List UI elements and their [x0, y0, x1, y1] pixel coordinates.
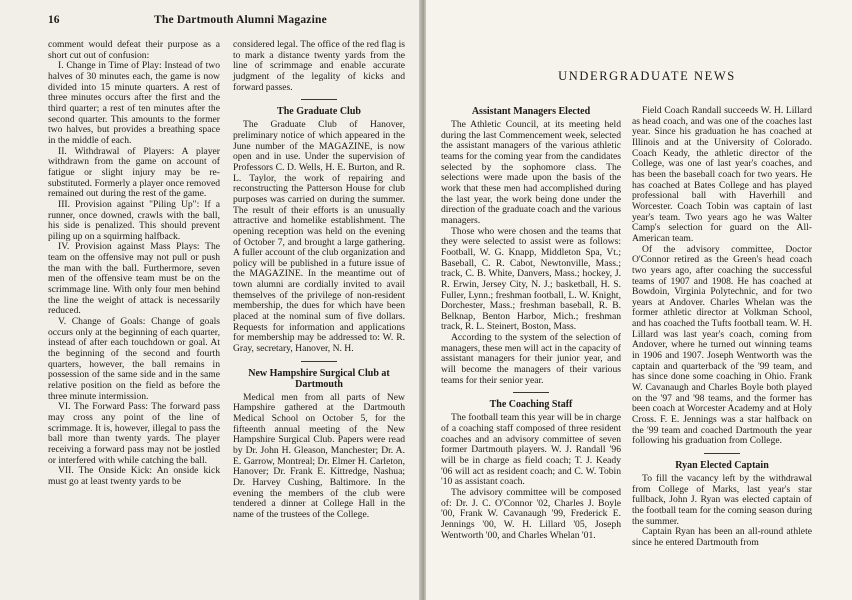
- paragraph: The Athletic Council, at its meeting held during the last Commencement week, selected the assistant managers of the various athletic teams for the coming year from the candidates selected by the sophomore class. The selections were made upon the basis of the work that these men had accomplished during the last year, the work being done under the direction of the graduate coach and the various managers.: [441, 119, 621, 226]
- section-divider: [301, 99, 337, 100]
- paragraph: Medical men from all parts of New Hampshire gathered at the Dartmouth Medical School on October 5, for the fifteenth annual meeting of the New Hampshire Surgical Club. Papers were read by Dr. John H. Gleason, Manchester; Dr. A. E. Garrow, Montreal; Dr. Elmer H. Carleton, Hanover; Dr. Frank E. Kittredge, Nashua; Dr. Harvey Cushing, Baltimore. In the evening the members of the club were tendered a dinner at College Hall in the name of the trustees of the College.: [233, 391, 405, 520]
- running-head: The Dartmouth Alumni Magazine: [154, 14, 327, 26]
- section-divider: [513, 392, 549, 393]
- paragraph: Of the advisory committee, Doctor O'Connor retired as the Green's head coach two years ago, after coaching the successful teams of 1907 and 1908. He has coached at Bowdoin, Virginia Polytechnic, and for two years at Andover. Charles Whelan was the former athletic director at Volkman School, and has coached the Tufts football team. W. H. Lillard was last year's coach, coming from Andover, where he turned out winning teams in 1906 and 1907. Joseph Wentworth was the captain and quarterback of the '99 team, and has since done some coaching in Ohio. Frank W. Cavanaugh and Charles Boyle both played on the '97 and '98 teams, and the former has been coach at Worcester Academy and at Holy Cross. F. E. Jennings was a star halfback on the '99 team and coached Dartmouth the year following his graduation from College.: [632, 243, 812, 447]
- section-divider: [301, 361, 337, 362]
- paragraph: comment would defeat their purpose as a short cut out of confusion:: [48, 39, 220, 61]
- paragraph: To fill the vacancy left by the withdrawal from College of Marks, last year's star fullback, John J. Ryan was elected captain of the football team for the coming season during the summer.: [632, 473, 812, 527]
- paragraph: II. Withdrawal of Players: A player withdrawn from the game on account of fatigue or slight injury may be re-substituted. Formerly a player once removed remained out during the rest of the game.: [48, 145, 220, 200]
- section-divider: [704, 453, 740, 454]
- paragraph: The football team this year will be in charge of a coaching staff composed of three resident coaches and an advisory committee of seven former Dartmouth players. W. J. Randall '96 will be in charge as field coach; T. J. Keady '06 will act as resident coach; and C. W. Tobin '10 as assistant coach.: [441, 412, 621, 488]
- paragraph: considered legal. The office of the red flag is to mark a distance twenty yards from the line of scrimmage and enable accurate judgment of the legality of kicks and forward passes.: [233, 39, 405, 93]
- left-column-1: [48, 40, 220, 488]
- section-title-graduate-club: The Graduate Club: [277, 106, 361, 118]
- left-column-2: [233, 40, 405, 521]
- section-title-surgical-club: New Hampshire Surgical Club at Dartmouth: [248, 367, 390, 390]
- paragraph: Those who were chosen and the teams that they were selected to assist were as follows: Football, W. G. Knapp, Middleton Spa, Vt.; Baseball, C. R. Cabot, Newtonville, Mass.; track, C. B. White, Danvers, Mass.; hockey, J. R. Erwin, Jersey City, N. J.; basketball, H. S. Fuller, Lynn.; freshman football, L. W. Knight, Dorchester, Mass.; freshman baseball, R. B. Belknap, Benton Harbor, Mich.; freshman track, R. L. Steinert, Boston, Mass.: [441, 225, 621, 333]
- section-title-coaching-staff: The Coaching Staff: [489, 399, 573, 411]
- paragraph: I. Change in Time of Play: Instead of two halves of 30 minutes each, the game is now divided into 15 minute quarters. A rest of three minutes occurs after the first and the third quarter; a rest of ten minutes after the second quarter. This amounts to the former two halves, but provides a breathing space in the middle of each.: [48, 60, 220, 146]
- right-column-1: [441, 102, 621, 541]
- paragraph: VI. The Forward Pass: The forward pass may cross any point of the line of scrimmage. It is, however, illegal to pass the ball more than twenty yards. The player receiving a forward pass may not be jostled or interfered with while catching the ball.: [48, 401, 220, 466]
- paragraph: VII. The Onside Kick: An onside kick must go at least twenty yards to be: [48, 465, 220, 487]
- department-title: UNDERGRADUATE NEWS: [558, 69, 736, 83]
- left-page: [0, 0, 422, 600]
- paragraph: The advisory committee will be composed of: Dr. J. C. O'Connor '02, Charles J. Boyle '00, Frank W. Cavanaugh '99, Frederick E. Jennings '00, W. H. Lillard '05, Joseph Wentworth '00, and Charles Whelan '01.: [441, 487, 621, 541]
- paragraph: III. Provision against "Piling Up": If a runner, once downed, crawls with the ball, his side is penalized. This should prevent piling up on a squirming halfback.: [48, 198, 220, 242]
- paragraph: IV. Provision against Mass Plays: The team on the offensive may not pull or push the man with the ball. Furthermore, seven men of the offensive team must be on the scrimmage line. With only four men behind the line the weight of attack is necessarily reduced.: [48, 241, 220, 317]
- paragraph: Captain Ryan has been an all-round athlete since he entered Dartmouth from: [632, 526, 812, 548]
- right-column-2: [632, 106, 812, 549]
- paragraph: V. Change of Goals: Change of goals occurs only at the beginning of each quarter, instead of after each touchdown or goal. At the beginning of the second and fourth quarters, however, the ball remains in possession of the same side and in the same relative position on the field as before the three minute intermission.: [48, 316, 220, 402]
- page-number: 16: [48, 14, 60, 26]
- section-title-assistant-managers: Assistant Managers Elected: [471, 106, 591, 117]
- paragraph: According to the system of the selection of managers, these men will act in the capacity of assistant managers for their junior year, and will become the managers of their various teams for their senior year.: [441, 332, 621, 386]
- paragraph: Field Coach Randall succeeds W. H. Lillard as head coach, and was one of the coaches last year. Since his graduation he has coached at Illinois and at the University of Colorado. Coach Keady, the athletic director of the College, was one of last year's coaches, and has been the baseball coach for two years. He has coached at Bates College and has played professional ball with Haverhill and Worcester. Coach Tobin was captain of last year's team. Two years ago he was Walter Camp's selection for guard on the All-American team.: [632, 105, 812, 244]
- section-title-ryan-captain: Ryan Elected Captain: [675, 460, 769, 471]
- paragraph: The Graduate Club of Hanover, preliminary notice of which appeared in the June number of the MAGAZINE, is now open and in use. Under the supervision of Professors C. D. Wells, H. E. Burton, and R. L. Taylor, the work of repairing and reconstructing the Patterson House for club purposes was carried on during the summer. The result of their efforts is an unusually attractive and homelike establishment. The opening reception was held on the evening of October 7, and brought a large gathering. A fuller account of the club organization and policy will be published in a future issue of the MAGAZINE. In the meantime out of town alumni are cordially invited to avail themselves of the privilege of non-resident membership, the dues for which have been placed at the nominal sum of five dollars. Requests for information and applications for membership may be addressed to: W. R. Gray, secretary, Hanover, N. H.: [233, 119, 405, 355]
